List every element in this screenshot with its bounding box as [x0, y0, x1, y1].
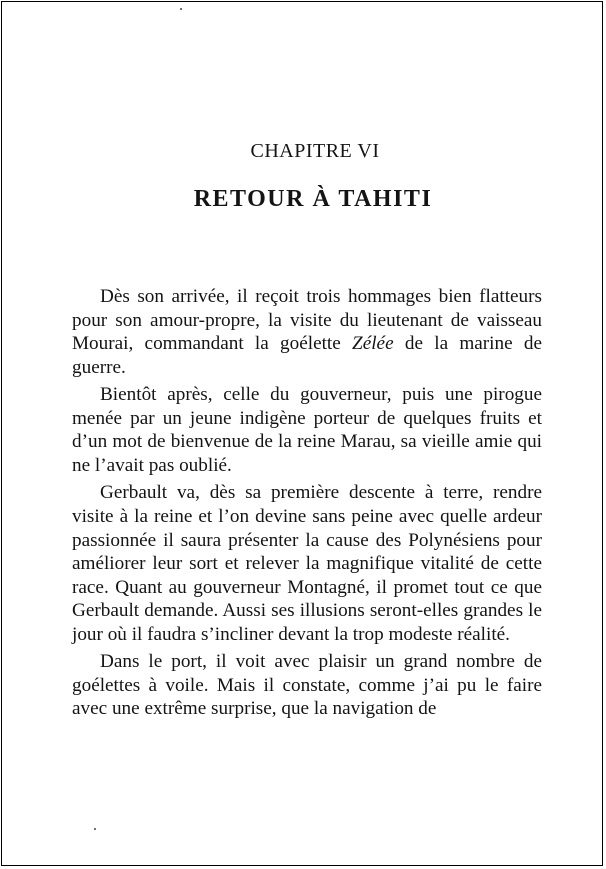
paragraph-3: Gerbault va, dès sa première descente à terre, rendre visite à la reine et l’on devine sans peine avec quelle ardeur passionnée il saura présenter la cause des Polynésiens pour améliorer leur sort et relever la magnifique vitalité de cette race. Quant au gouverneur Montagné, il promet tout ce que Gerbault demande. Aussi ses illusions seront-elles grandes le jour où il faudra s’incliner devant la trop modeste réalité. [72, 482, 542, 645]
paragraph-4: Dans le port, il voit avec plaisir un grand nombre de goélettes à voile. Mais il constate, comme j’ai pu le faire avec une extrême surprise, que la navigation de [72, 651, 542, 720]
paragraph-1-end: de la marine de guerre. [72, 333, 542, 378]
scan-speck [94, 828, 96, 830]
scan-speck [180, 8, 182, 10]
paragraph-2: Bientôt après, celle du gouverneur, puis une pirogue menée par un jeune indigène porteur de quelques fruits et d’un mot de bienvenue de la reine Marau, sa vieille amie qui ne l’avait pas oublié. [72, 384, 542, 476]
body-text [72, 285, 542, 725]
chapter-number: CHAPITRE VI [250, 140, 380, 162]
paragraph-1-text: Dès son arrivée, il reçoit trois hommages bien flatteurs pour son amour-propre, la visite du lieutenant de vaisseau Mourai, commandant la goélette [72, 286, 542, 355]
paragraph-1 [72, 285, 542, 379]
ship-name: Zélée [352, 333, 394, 355]
chapter-title: RETOUR À TAHITI [193, 186, 433, 212]
